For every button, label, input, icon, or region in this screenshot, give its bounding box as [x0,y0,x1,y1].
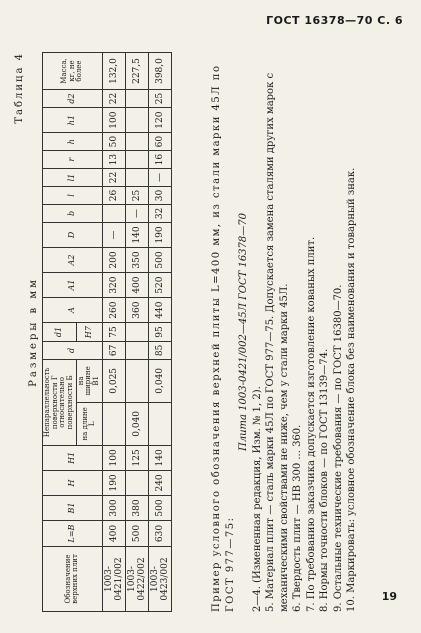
cell-d2: 22 [102,90,125,108]
cell-b: 32 [148,204,171,222]
example-paragraph: Пример условного обозначения верхней плиты L=400 мм, из стали марки 45Л по ГОСТ 977—75: [211,64,236,612]
cell-l: 25 [125,187,148,205]
cell-h3 [125,108,148,133]
cell-b1: 300 [102,495,125,520]
col-nonpar: Непараллельность поверхности Г относительно поверхности Б [43,359,77,445]
cell-dd: — [102,222,125,247]
cell-dd: 140 [125,222,148,247]
col-mass: Масса, кг, не более [43,53,103,90]
cell-name: 1003-0423/002 [148,547,171,612]
table-title: Таблица 4 [14,52,25,124]
col-a1: A1 [43,273,103,298]
cell-a1: 320 [102,273,125,298]
cell-h1: 125 [125,445,148,470]
item-7: 7. По требованию заказчика допускается изготовление кованых плит. [305,236,317,612]
col-lb: L=B [43,521,103,547]
cell-l1: — [148,169,171,187]
item-6: 6. Твердость плит — НВ 300 ... 360. [292,424,303,612]
cell-r: 16 [148,151,171,169]
cell-d: 67 [102,341,125,359]
cell-d1: 75 [102,323,125,342]
item-9: 9. Остальные технические требования — по ГОСТ 16380—70. [332,284,344,612]
cell-mass: 227,5 [125,53,148,90]
cell-a: 440 [148,298,171,323]
cell-h: 190 [102,470,125,495]
cell-nl [148,402,171,445]
cell-b: — [125,204,148,222]
rotated-content [12,52,392,612]
cell-lb: 500 [125,521,148,547]
dimensions-table [42,52,172,612]
cell-h: 240 [148,470,171,495]
cell-h2: 50 [102,133,125,151]
cell-a: 360 [125,298,148,323]
cell-h1: 140 [148,445,171,470]
cell-h2: 60 [148,133,171,151]
cell-b1: 380 [125,495,148,520]
col-a: A [43,298,103,323]
cell-nb: 0,025 [102,359,125,402]
col-l: l [43,187,103,205]
page-header: ГОСТ 16378—70 С. 6 [266,14,403,27]
designation-example: Плита 1003-0421/002—45Л ГОСТ 16378—70 [238,213,249,451]
page-number: 19 [381,590,397,603]
cell-b1: 500 [148,495,171,520]
cell-h3: 100 [102,108,125,133]
cell-nb: 0,040 [148,359,171,402]
col-a2: A2 [43,247,103,272]
col-dd: D [43,222,103,247]
cell-l1: 22 [102,169,125,187]
table-row [125,53,148,612]
cell-h [125,470,148,495]
col-d1-tol: H7 [76,323,102,342]
cell-mass: 132,0 [102,53,125,90]
col-r: r [43,151,103,169]
table-row [148,53,171,612]
cell-h3: 120 [148,108,171,133]
col-b: b [43,204,103,222]
cell-mass: 398,0 [148,53,171,90]
cell-nl: 0,040 [125,402,148,445]
item-5: 5. Материал плит — сталь марки 45Л по ГОСТ 977—75. Допускается замена сталями других марок с механическими свойствами не ниже, чем у стали марки 45Л. [265,72,290,612]
item-8: 8. Нормы точности блоков — по ГОСТ 13139—74. [319,348,330,612]
cell-d1: 95 [148,323,171,342]
col-b1: B1 [43,495,103,520]
cell-l: 30 [148,187,171,205]
cell-dd: 190 [148,222,171,247]
cell-lb: 400 [102,521,125,547]
col-d: d [43,341,103,359]
item-10: 10. Маркировать: условное обозначение блока без наименования и товарный знак. [346,167,357,612]
cell-a1: 400 [125,273,148,298]
cell-d1 [125,323,148,342]
cell-d2 [125,90,148,108]
cell-h2 [125,133,148,151]
cell-name: 1003-0421/002 [102,547,125,612]
col-nonpar-b: на ширине B1 [76,359,102,402]
col-d2: d2 [43,90,103,108]
cell-a2: 200 [102,247,125,272]
cell-a: 260 [102,298,125,323]
cell-r [125,151,148,169]
body-text [210,52,359,612]
cell-d2: 25 [148,90,171,108]
cell-a2: 350 [125,247,148,272]
col-d1: d1 [43,323,77,342]
table-units: Размеры в мм [28,277,39,387]
cell-l1 [125,169,148,187]
cell-a1: 520 [148,273,171,298]
cell-d [125,341,148,359]
col-nonpar-l: на длине L [76,402,102,445]
col-h: H [43,470,103,495]
col-h3: h1 [43,108,103,133]
col-h1: H1 [43,445,103,470]
cell-r: 13 [102,151,125,169]
cell-nl [102,402,125,445]
cell-d: 85 [148,341,171,359]
item-2-4: 2—4. (Измененная редакция, Изм. № 1, 2). [251,386,263,612]
cell-l: 26 [102,187,125,205]
cell-nb [125,359,148,402]
cell-name: 1003-0422/002 [125,547,148,612]
col-l1: l1 [43,169,103,187]
cell-h1: 100 [102,445,125,470]
cell-b [102,204,125,222]
col-h2: h [43,133,103,151]
cell-lb: 630 [148,521,171,547]
cell-a2: 500 [148,247,171,272]
col-name: Обозначение верхних плит [43,547,103,612]
table-row [102,53,125,612]
